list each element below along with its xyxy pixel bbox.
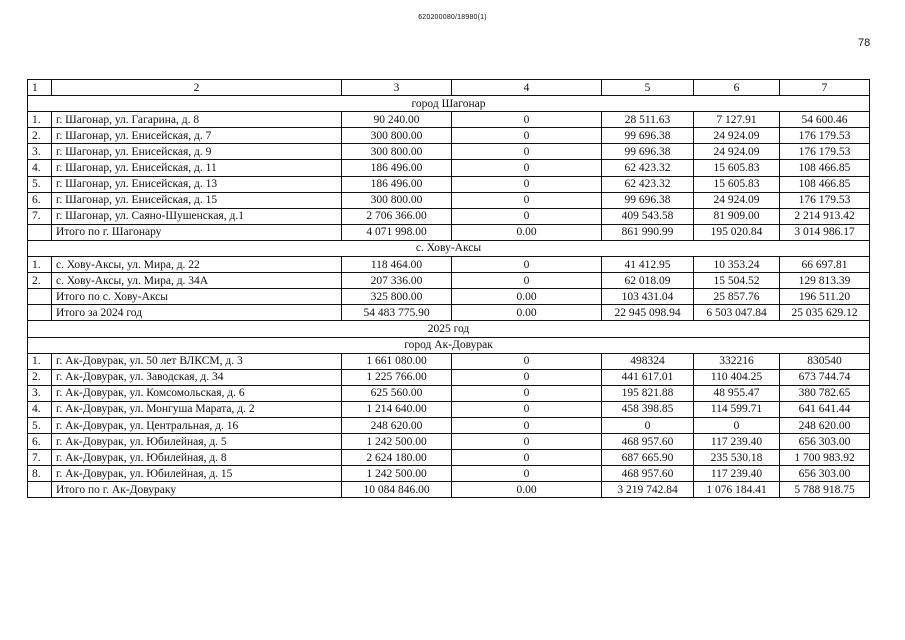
table-row [28,353,870,369]
col5-cell: 99 696.38 [602,192,694,208]
col5-cell: 3 219 742.84 [602,482,694,498]
address-cell: г. Шагонар, ул. Енисейская, д. 15 [52,192,342,208]
col3-cell: 1 214 640.00 [342,401,452,417]
col6-cell: 24 924.09 [694,192,780,208]
col5-cell: 0 [602,417,694,433]
row-number-cell: 5. [28,417,52,433]
col5-cell: 409 543.58 [602,208,694,224]
table-row [28,289,870,305]
column-number-row [28,80,870,96]
col6-cell: 10 353.24 [694,257,780,273]
col6-cell: 15 504.52 [694,273,780,289]
row-number-cell: 3. [28,144,52,160]
col6-cell: 81 909.00 [694,208,780,224]
col4-cell: 0 [452,434,602,450]
col6-cell: 15 605.83 [694,176,780,192]
row-number-cell: 8. [28,466,52,482]
col3-cell: 1 661 080.00 [342,353,452,369]
col4-cell: 0 [452,160,602,176]
section-title: город Шагонар [28,96,870,112]
col6-cell: 235 530.18 [694,450,780,466]
col7-cell: 3 014 986.17 [780,224,870,240]
col4-cell: 0 [452,208,602,224]
col3-cell: 207 336.00 [342,273,452,289]
row-number-cell: 6. [28,192,52,208]
address-cell: г. Шагонар, ул. Енисейская, д. 9 [52,144,342,160]
col7-cell: 248 620.00 [780,417,870,433]
col3-cell: 300 800.00 [342,128,452,144]
column-number-cell: 7 [780,80,870,96]
col5-cell: 441 617.01 [602,369,694,385]
col6-cell: 24 924.09 [694,144,780,160]
section-header-row [28,240,870,256]
col5-cell: 41 412.95 [602,257,694,273]
table-row [28,482,870,498]
col5-cell: 687 665.90 [602,450,694,466]
section-header-row [28,96,870,112]
col3-cell: 300 800.00 [342,144,452,160]
table-row [28,160,870,176]
column-number-cell: 5 [602,80,694,96]
col4-cell: 0 [452,144,602,160]
address-cell: г. Ак-Довурак, ул. Юбилейная, д. 15 [52,466,342,482]
section-title: с. Хову-Аксы [28,240,870,256]
row-number-cell: 2. [28,369,52,385]
col7-cell: 656 303.00 [780,466,870,482]
col7-cell: 830540 [780,353,870,369]
col6-cell: 195 020.84 [694,224,780,240]
col7-cell: 129 813.39 [780,273,870,289]
section-title: город Ак-Довурак [28,337,870,353]
col3-cell: 2 624 180.00 [342,450,452,466]
col3-cell: 90 240.00 [342,112,452,128]
address-cell: Итого по г. Шагонару [52,224,342,240]
col4-cell: 0 [452,417,602,433]
col7-cell: 641 641.44 [780,401,870,417]
address-cell: Итого по с. Хову-Аксы [52,289,342,305]
table-row [28,369,870,385]
col5-cell: 62 423.32 [602,160,694,176]
col4-cell: 0 [452,401,602,417]
col3-cell: 2 706 366.00 [342,208,452,224]
column-number-cell: 4 [452,80,602,96]
col7-cell: 108 466.85 [780,176,870,192]
table-row [28,305,870,321]
address-cell: г. Шагонар, ул. Гагарина, д. 8 [52,112,342,128]
col6-cell: 117 239.40 [694,466,780,482]
address-cell: Итого за 2024 год [52,305,342,321]
column-number-cell: 3 [342,80,452,96]
col5-cell: 861 990.99 [602,224,694,240]
col5-cell: 195 821.88 [602,385,694,401]
col7-cell: 380 782.65 [780,385,870,401]
table-row [28,434,870,450]
address-cell: г. Ак-Довурак, ул. Заводская, д. 34 [52,369,342,385]
col3-cell: 625 560.00 [342,385,452,401]
row-number-cell: 2. [28,273,52,289]
col3-cell: 1 242 500.00 [342,434,452,450]
col6-cell: 0 [694,417,780,433]
section-header-row [28,337,870,353]
col7-cell: 54 600.46 [780,112,870,128]
col3-cell: 10 084 846.00 [342,482,452,498]
address-cell: г. Ак-Довурак, ул. Юбилейная, д. 5 [52,434,342,450]
address-cell: с. Хову-Аксы, ул. Мира, д. 34А [52,273,342,289]
col4-cell: 0 [452,353,602,369]
col3-cell: 186 496.00 [342,176,452,192]
row-number-cell [28,289,52,305]
col4-cell: 0.00 [452,289,602,305]
section-title: 2025 год [28,321,870,337]
table-row [28,224,870,240]
col5-cell: 103 431.04 [602,289,694,305]
col6-cell: 25 857.76 [694,289,780,305]
col4-cell: 0 [452,128,602,144]
address-cell: г. Шагонар, ул. Енисейская, д. 11 [52,160,342,176]
row-number-cell: 6. [28,434,52,450]
col3-cell: 1 225 766.00 [342,369,452,385]
col3-cell: 248 620.00 [342,417,452,433]
table-row [28,385,870,401]
col6-cell: 24 924.09 [694,128,780,144]
address-cell: г. Шагонар, ул. Енисейская, д. 13 [52,176,342,192]
col6-cell: 1 076 184.41 [694,482,780,498]
col6-cell: 6 503 047.84 [694,305,780,321]
row-number-cell: 4. [28,401,52,417]
table-row [28,257,870,273]
col3-cell: 325 800.00 [342,289,452,305]
col5-cell: 99 696.38 [602,144,694,160]
row-number-cell [28,482,52,498]
col4-cell: 0 [452,176,602,192]
col4-cell: 0 [452,192,602,208]
col7-cell: 5 788 918.75 [780,482,870,498]
column-number-cell: 1 [28,80,52,96]
col5-cell: 22 945 098.94 [602,305,694,321]
col7-cell: 196 511.20 [780,289,870,305]
col7-cell: 1 700 983.92 [780,450,870,466]
col5-cell: 28 511.63 [602,112,694,128]
address-cell: г. Ак-Довурак, ул. 50 лет ВЛКСМ, д. 3 [52,353,342,369]
col7-cell: 108 466.85 [780,160,870,176]
data-table [27,79,870,498]
row-number-cell: 2. [28,128,52,144]
col4-cell: 0 [452,273,602,289]
col4-cell: 0 [452,112,602,128]
address-cell: г. Ак-Довурак, ул. Центральная, д. 16 [52,417,342,433]
address-cell: г. Ак-Довурак, ул. Юбилейная, д. 8 [52,450,342,466]
col4-cell: 0 [452,450,602,466]
col7-cell: 66 697.81 [780,257,870,273]
row-number-cell [28,305,52,321]
row-number-cell: 3. [28,385,52,401]
address-cell: г. Шагонар, ул. Саяно-Шушенская, д.1 [52,208,342,224]
col4-cell: 0.00 [452,305,602,321]
col3-cell: 186 496.00 [342,160,452,176]
address-cell: Итого по г. Ак-Довураку [52,482,342,498]
column-number-cell: 6 [694,80,780,96]
col7-cell: 2 214 913.42 [780,208,870,224]
col5-cell: 468 957.60 [602,434,694,450]
table-row [28,208,870,224]
col4-cell: 0 [452,369,602,385]
col5-cell: 62 018.09 [602,273,694,289]
row-number-cell: 1. [28,353,52,369]
table-row [28,273,870,289]
document-id: 620200080/18980(1) [418,14,487,21]
table-row [28,192,870,208]
col5-cell: 498324 [602,353,694,369]
col3-cell: 1 242 500.00 [342,466,452,482]
col7-cell: 673 744.74 [780,369,870,385]
table-row [28,176,870,192]
table-row [28,466,870,482]
col6-cell: 15 605.83 [694,160,780,176]
col7-cell: 176 179.53 [780,192,870,208]
col5-cell: 62 423.32 [602,176,694,192]
address-cell: г. Шагонар, ул. Енисейская, д. 7 [52,128,342,144]
col5-cell: 99 696.38 [602,128,694,144]
table-row [28,144,870,160]
col4-cell: 0 [452,257,602,273]
address-cell: г. Ак-Довурак, ул. Монгуша Марата, д. 2 [52,401,342,417]
row-number-cell [28,224,52,240]
col4-cell: 0 [452,466,602,482]
col6-cell: 48 955.47 [694,385,780,401]
col4-cell: 0.00 [452,482,602,498]
row-number-cell: 7. [28,208,52,224]
column-number-cell: 2 [52,80,342,96]
row-number-cell: 1. [28,112,52,128]
col5-cell: 458 398.85 [602,401,694,417]
col3-cell: 4 071 998.00 [342,224,452,240]
col6-cell: 114 599.71 [694,401,780,417]
col7-cell: 176 179.53 [780,128,870,144]
row-number-cell: 5. [28,176,52,192]
page-number: 78 [858,37,871,49]
table-row [28,112,870,128]
row-number-cell: 4. [28,160,52,176]
section-header-row [28,321,870,337]
col3-cell: 118 464.00 [342,257,452,273]
row-number-cell: 1. [28,257,52,273]
table-row [28,128,870,144]
table-row [28,401,870,417]
col3-cell: 54 483 775.90 [342,305,452,321]
table-row [28,450,870,466]
col6-cell: 117 239.40 [694,434,780,450]
table-row [28,417,870,433]
col6-cell: 7 127.91 [694,112,780,128]
col4-cell: 0.00 [452,224,602,240]
col7-cell: 176 179.53 [780,144,870,160]
col7-cell: 656 303.00 [780,434,870,450]
address-cell: с. Хову-Аксы, ул. Мира, д. 22 [52,257,342,273]
col5-cell: 468 957.60 [602,466,694,482]
col6-cell: 110 404.25 [694,369,780,385]
col7-cell: 25 035 629.12 [780,305,870,321]
row-number-cell: 7. [28,450,52,466]
col4-cell: 0 [452,385,602,401]
col3-cell: 300 800.00 [342,192,452,208]
address-cell: г. Ак-Довурак, ул. Комсомольская, д. 6 [52,385,342,401]
col6-cell: 332216 [694,353,780,369]
